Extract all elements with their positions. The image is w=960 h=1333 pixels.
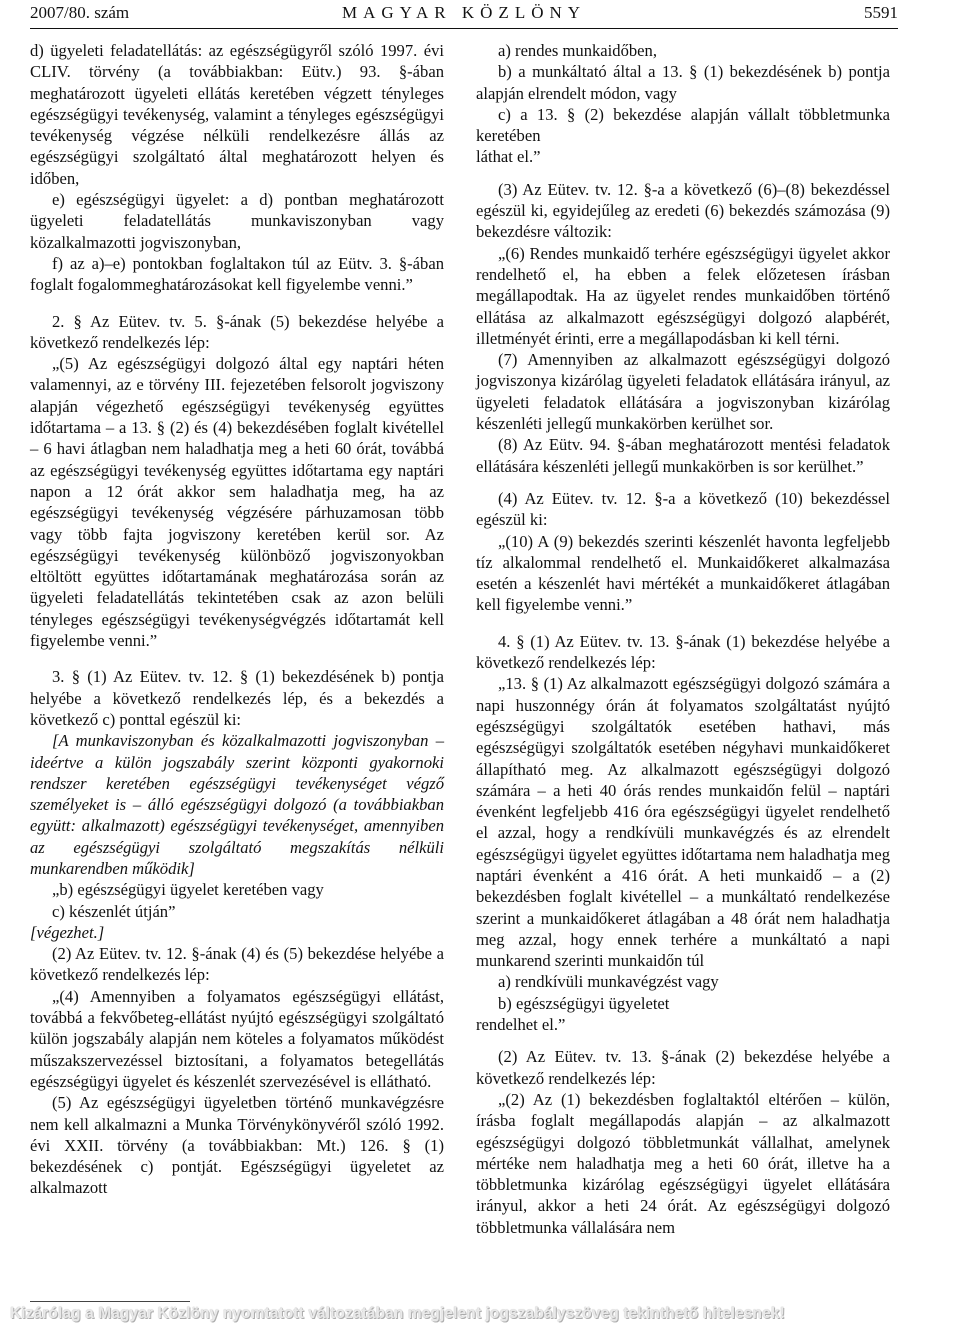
paragraph: láthat el.” — [476, 147, 541, 167]
paragraph: c) a 13. § (2) bekezdése alapján vállalt többletmunka keretében — [476, 104, 890, 146]
paragraph: „(2) Az (1) bekezdésben foglaltaktól eltérően – külön, írásba foglalt megállapodás alapján – az alkalmazott egészségügyi dolgozó többletmunkát vállalhat, amelynek mértéke nem haladhatja meg a heti 60 órát, illetve ha a többletmunka kizárólag egészségügyi ügyelet ellátására irányul, akkor a heti 24 órát. Az egészségügyi dolgozó többletmunka vállalására nem — [476, 1089, 890, 1237]
paragraph: (4) Az Eütev. tv. 12. §-a a következő (10) bekezdéssel egészül ki: — [476, 488, 890, 530]
paragraph: [végezhet.] — [30, 922, 105, 942]
paragraph: a) rendkívüli munkavégzést vagy — [498, 972, 719, 992]
paragraph: (3) Az Eütev. tv. 12. §-a a következő (6)–(8) bekezdéssel egészül ki, egyidejűleg az eredeti (6) bekezdés számozása (9) bekezdésre változik: — [476, 179, 890, 242]
right-column — [476, 40, 890, 1238]
paragraph: e) egészségügyi ügyelet: a d) pontban meghatározott ügyeleti feladatellátás munkaviszonyban vagy közalkalmazotti jogviszonyban, — [30, 190, 444, 252]
footer-divider — [30, 1301, 190, 1302]
section-3-heading: 3. § (1) Az Eütev. tv. 12. § (1) bekezdésének b) pontja helyébe a következő rendelkezés lép, és a bekezdés a következő c) ponttal egészül ki: — [30, 667, 444, 729]
authenticity-notice: Kizárólag a Magyar Közlöny nyomtatott változatában megjelent jogszabályszöveg tekinthető hitelesnek! — [10, 1305, 785, 1322]
paragraph: (7) Amennyiben az alkalmazott egészségügyi dolgozó jogviszonya kizárólag ügyeleti feladatok ellátására irányul, az ügyeleti feladatok ellátására a jogviszonyban kizárólag készenléti jellegű munkakörben kerülhet sor. — [476, 350, 890, 434]
left-column — [30, 40, 444, 1199]
section-4-heading: 4. § (1) Az Eütev. tv. 13. §-ának (1) bekezdése helyébe a következő rendelkezés lép: — [476, 631, 890, 673]
paragraph: „(6) Rendes munkaidő terhére egészségügyi ügyelet akkor rendelhető el, ha ebben a felek előzetesen írásban megállapodtak. Ha az ügyelet rendes munkaidőben történő ellátása az alkalmazott egészségügyi dolgozó alapbérét, illetményét érinti, erre a megállapodásban ki kell térni. — [476, 243, 890, 348]
paragraph: „(5) Az egészségügyi dolgozó által egy naptári héten valamennyi, az e törvény III. fejezetében felsorolt jogviszony alapján végezhető egészségügyi tevékenység együttes időtartama – a 13. § (2) és (4) bekezdésében foglalt kivétellel – 6 havi átlagban nem haladhatja meg a heti 60 órát, továbbá az egészségügyi tevékenység együttes időtartama egy naptári napon a 12 órát akkor sem haladhatja meg, ha az egészségügyi tevékenység végzésére párhuzamosan több vagy több fajta jogviszony keretében kerül sor. Az egészségügyi tevékenység különböző jogviszonyokban eltöltött együttes időtartamának meghatározása során az ügyeleti feladatellátás tekintetében csak az azon belüli tényleges egészségügyi tevékenységvégzés időtartamát kell figyelembe venni.” — [30, 354, 444, 651]
header-divider — [30, 28, 898, 29]
paragraph: (2) Az Eütev. tv. 13. §-ának (2) bekezdése helyébe a következő rendelkezés lép: — [476, 1047, 890, 1088]
paragraph: d) ügyeleti feladatellátás: az egészségügyről szóló 1997. évi CLIV. törvény (a továbbiakban: Eütv.) 93. §-ában meghatározott ügyeleti ellátás keretében végzett tényleges egészségügyi tevékenység, valamint a tényleges egészségügyi tevékenység végzése nélküli rendelkezésre állás az egészségügyi szolgáltató által meghatározott helyen és időben, — [30, 41, 444, 188]
paragraph: „13. § (1) Az alkalmazott egészségügyi dolgozó számára a napi huszonnégy órán át folyamatos szolgáltatást nyújtó egészségügyi szolgáltatók esetében hathavi, más egészségügyi szolgáltatók esetében négyhavi munkaidőkeret állapítható meg. Az alkalmazott egészségügyi dolgozó számára – a heti 40 órás rendes munkaidőn felül – naptári évenként legfeljebb 416 óra egészségügyi ügyelet rendelhető el azzal, hogy a rendkívüli munkavégzés és az elrendelt egészségügyi ügyelet együttes időtartama nem haladhatja meg naptári évenként a 416 órát. A heti munkaidő – a (2) bekezdésben foglalt kivétellel – a munkáltató rendelkezése szerint a munkaidőkeret átlagában a 48 órát nem haladhatja meg azzal, hogy ennek terhére a munkáltató a napi munkarend szerinti munkaidőn túl — [476, 674, 890, 971]
paragraph: (2) Az Eütev. tv. 12. §-ának (4) és (5) bekezdése helyébe a következő rendelkezés lép: — [30, 944, 444, 985]
page-number: 5591 — [864, 3, 898, 22]
paragraph: „b) egészségügyi ügyelet keretében vagy — [52, 880, 324, 900]
paragraph: b) egészségügyi ügyeletet — [498, 993, 670, 1013]
publication-title: MAGYAR KÖZLÖNY — [341, 3, 587, 22]
section-2-heading: 2. § Az Eütev. tv. 5. §-ának (5) bekezdése helyébe a következő rendelkezés lép: — [30, 311, 444, 352]
paragraph: c) készenlét útján” — [52, 901, 176, 921]
issue-number: 2007/80. szám — [30, 3, 130, 22]
paragraph: (5) Az egészségügyi ügyeletben történő munkavégzésre nem kell alkalmazni a Munka Törvénykönyvéről szóló 1992. évi XXII. törvény (a továbbiakban: Mt.) 126. § (1) bekezdésének c) pontját. Egészségügyi ügyeletet az alkalmazott — [30, 1093, 444, 1198]
paragraph: (8) Az Eütv. 94. §-ában meghatározott mentési feladatok ellátására készenléti jellegű munkakörben is sor kerülhet.” — [476, 435, 890, 476]
paragraph: rendelhet el.” — [476, 1015, 566, 1035]
paragraph: b) a munkáltató által a 13. § (1) bekezdésének b) pontja alapján elrendelt módon, vagy — [476, 62, 890, 103]
paragraph: f) az a)–e) pontokban foglaltakon túl az Eütv. 3. §-ában foglalt fogalommeghatározásokat kell figyelembe venni.” — [30, 253, 444, 295]
page-header — [30, 2, 898, 26]
paragraph: [A munkaviszonyban és közalkalmazotti jogviszonyban – ideértve a külön jogszabály szerint központi gyakornoki rendszer keretében egészségügyi tevékenységet végző személyeket is – álló egészségügyi dolgozó (a továbbiakban együtt: alkalmazott) egészségügyi tevékenységet, amennyiben az egészségügyi szolgáltató megszakítás nélküli munkarendben működik] — [30, 731, 444, 878]
paragraph: „(10) A (9) bekezdés szerinti készenlét havonta legfeljebb tíz alkalommal rendelhető el. Munkaidőkeret alkalmazása esetén a készenlét havi mértékét a munkaidőkeret átlagában kell figyelembe venni.” — [476, 531, 890, 615]
paragraph: „(4) Amennyiben a folyamatos egészségügyi ellátást, továbbá a fekvőbeteg-ellátást nyújtó egészségügyi szolgáltató külön jogszabály alapján nem köteles a folyamatos működést műszakszervezéssel biztosítani, a folyamatos betegellátás egészségügyi ügyelet és készenlét szervezésével is ellátható. — [30, 986, 444, 1091]
paragraph: a) rendes munkaidőben, — [498, 41, 657, 60]
